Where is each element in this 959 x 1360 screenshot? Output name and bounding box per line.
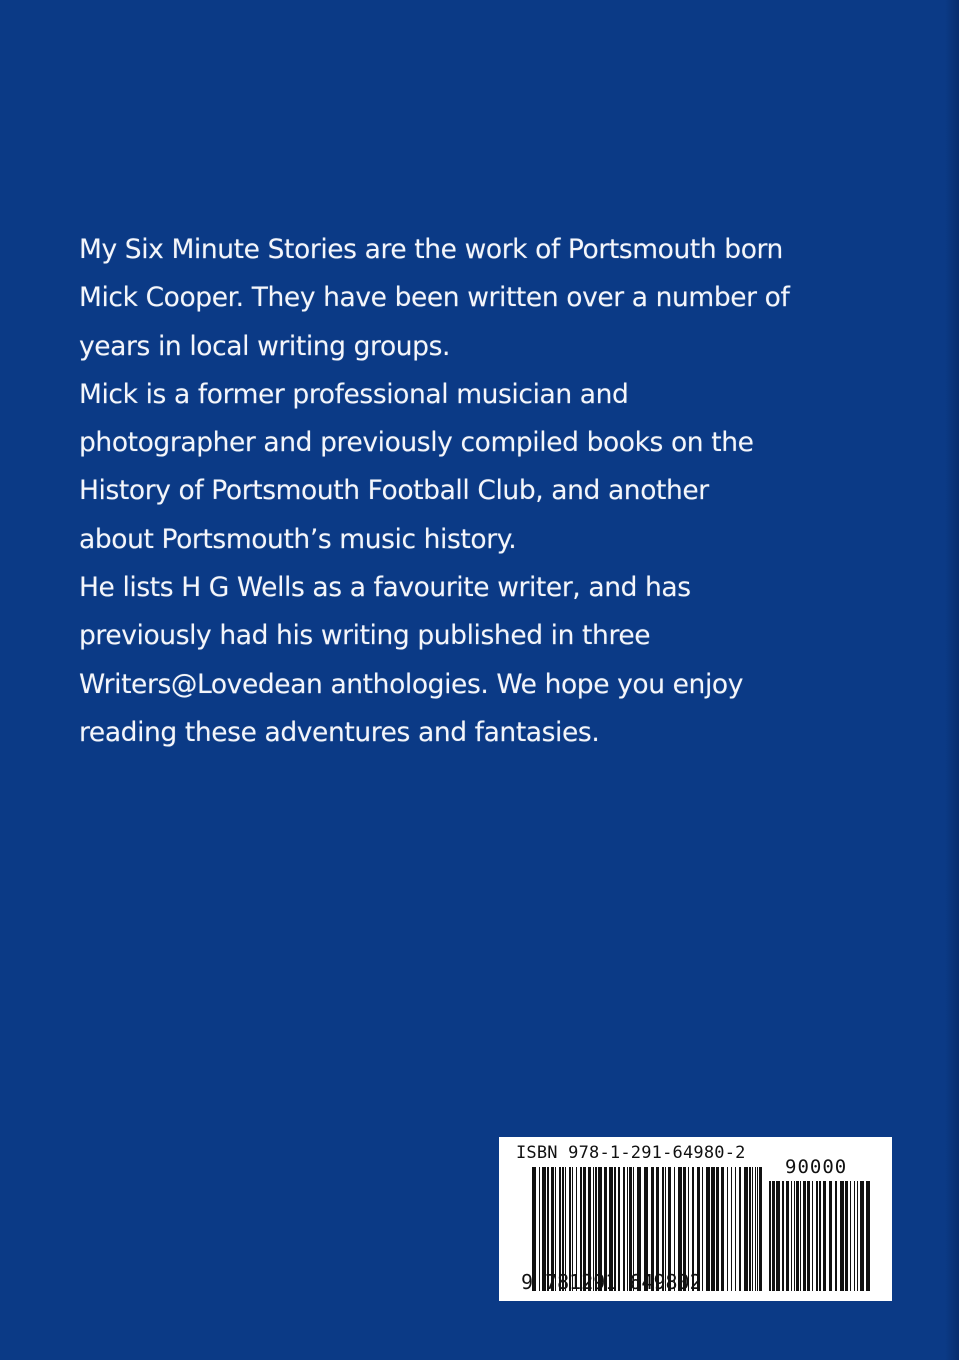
barcode-bar (845, 1181, 848, 1291)
blurb-line: Mick is a former professional musician and (79, 378, 629, 410)
barcode-bar (759, 1167, 762, 1291)
blurb-line: years in local writing groups. (79, 330, 451, 362)
barcode-bar (752, 1167, 753, 1291)
blurb-line: photographer and previously compiled books on the (79, 427, 754, 459)
barcode-bar (823, 1181, 826, 1291)
blurb-line: History of Portsmouth Football Club, and another (79, 475, 709, 507)
price-addon-digits: 90000 (785, 1156, 848, 1178)
blurb-line: He lists H G Wells as a favourite writer, and has (79, 572, 691, 604)
barcode-bar (702, 1167, 703, 1291)
barcode-bar (866, 1181, 870, 1291)
barcode-bar (835, 1181, 837, 1291)
barcode-bar (840, 1181, 844, 1291)
blurb-line: Mick Cooper. They have been written over a number of (79, 282, 790, 314)
barcode-bar (711, 1167, 715, 1291)
barcode-bar (850, 1181, 851, 1291)
blurb-line: My Six Minute Stories are the work of Portsmouth born (79, 234, 783, 265)
barcode-bar (800, 1181, 801, 1291)
barcode-bar (796, 1181, 799, 1291)
blurb-line: reading these adventures and fantasies. (79, 716, 600, 748)
barcode-bar (739, 1167, 741, 1291)
barcode-bar (727, 1167, 728, 1291)
barcode-bar (716, 1167, 719, 1291)
barcode-bar (772, 1181, 775, 1291)
barcode-bar (854, 1181, 855, 1291)
barcode-bar (794, 1181, 795, 1291)
barcode-bar (819, 1181, 821, 1291)
barcode-bar (860, 1181, 864, 1291)
barcode-bar (757, 1167, 758, 1291)
barcode-bar (782, 1181, 784, 1291)
barcode-bar (791, 1181, 792, 1291)
back-cover-blurb (79, 226, 879, 757)
blurb-line: Writers@Lovedean anthologies. We hope you enjoy (79, 668, 744, 700)
blurb-line: about Portsmouth’s music history. (79, 523, 517, 555)
barcode-bar (812, 1181, 813, 1291)
barcode-bar (857, 1181, 858, 1291)
barcode-bar (744, 1167, 748, 1291)
barcode-bar (749, 1167, 751, 1291)
barcode-bar (776, 1181, 780, 1291)
barcode-bar (721, 1167, 724, 1291)
barcode-bar (769, 1181, 771, 1291)
isbn-label: ISBN 978-1-291-64980-2 (516, 1143, 746, 1163)
barcode-bar (735, 1167, 736, 1291)
barcode-bar (829, 1181, 832, 1291)
barcode-bar (731, 1167, 732, 1291)
blurb-line: previously had his writing published in three (79, 620, 651, 652)
barcode-bar (786, 1181, 789, 1291)
barcode-bar (755, 1167, 756, 1291)
barcode-bar (816, 1181, 818, 1291)
addon-barcode-bars (769, 1181, 873, 1291)
barcode-bar (803, 1181, 806, 1291)
barcode-bar (807, 1181, 810, 1291)
barcode-bar (706, 1167, 710, 1291)
isbn-barcode (499, 1137, 892, 1301)
cover-edge-shade (945, 0, 959, 1360)
ean-digits: 9 781291 649802 (521, 1270, 702, 1294)
